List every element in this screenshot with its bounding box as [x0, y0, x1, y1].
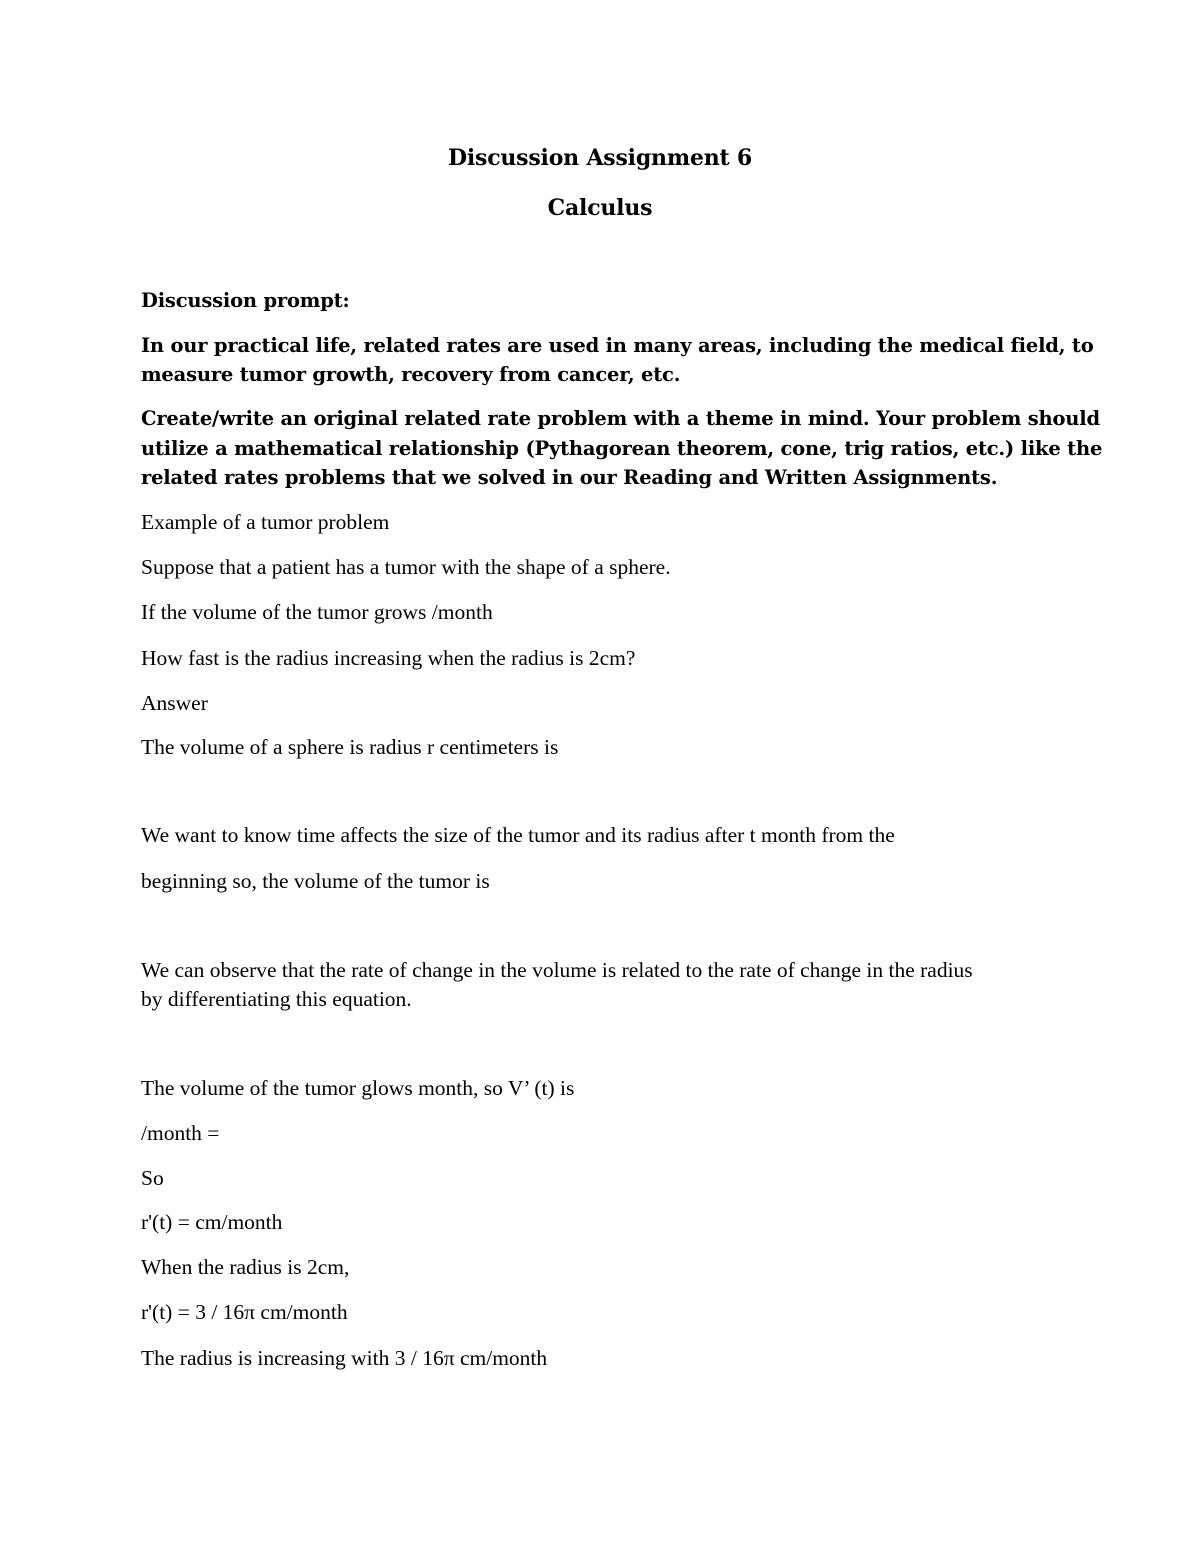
text-line-conclusion: The radius is increasing with 3 / 16π cm/month — [141, 1346, 548, 1370]
prompt-heading: Discussion prompt: — [141, 289, 350, 312]
text-line-rprime-1: r'(t) = cm/month — [141, 1210, 283, 1234]
document-title: Discussion Assignment 6 — [447, 145, 753, 171]
text-line-when-radius: When the radius is 2cm, — [141, 1255, 350, 1279]
text-line-rprime-2: r'(t) = 3 / 16π cm/month — [141, 1300, 348, 1324]
prompt-paragraph-2-line-2: utilize a mathematical relationship (Pythagorean theorem, cone, trig ratios, etc.) like the — [141, 437, 1103, 460]
prompt-paragraph-2-line-1: Create/write an original related rate problem with a theme in mind. Your problem should — [141, 407, 1100, 430]
text-line-how-fast: How fast is the radius increasing when the radius is 2cm? — [141, 646, 636, 670]
text-line-so: So — [141, 1166, 164, 1190]
text-line-sphere: Suppose that a patient has a tumor with the shape of a sphere. — [141, 555, 671, 579]
text-line-want-know: We want to know time affects the size of the tumor and its radius after t month from the — [141, 823, 895, 847]
prompt-paragraph-1-line-1: In our practical life, related rates are used in many areas, including the medical field, to — [141, 334, 1094, 357]
text-line-glows: The volume of the tumor glows month, so V’ (t) is — [141, 1076, 575, 1100]
text-line-observe-2: by differentiating this equation. — [141, 987, 412, 1011]
example-heading: Example of a tumor problem — [141, 510, 390, 534]
prompt-paragraph-2-line-3: related rates problems that we solved in our Reading and Written Assignments. — [141, 466, 998, 489]
text-line-observe-1: We can observe that the rate of change in the volume is related to the rate of change in the radius — [141, 958, 973, 982]
text-line-volume-sphere: The volume of a sphere is radius r centimeters is — [141, 735, 559, 759]
document-subtitle: Calculus — [547, 195, 653, 221]
text-line-month-eq: /month = — [141, 1121, 220, 1145]
prompt-paragraph-1-line-2: measure tumor growth, recovery from cancer, etc. — [141, 363, 681, 386]
text-line-beginning: beginning so, the volume of the tumor is — [141, 869, 490, 893]
answer-heading: Answer — [141, 691, 208, 715]
text-line-volume-grows: If the volume of the tumor grows /month — [141, 600, 493, 624]
